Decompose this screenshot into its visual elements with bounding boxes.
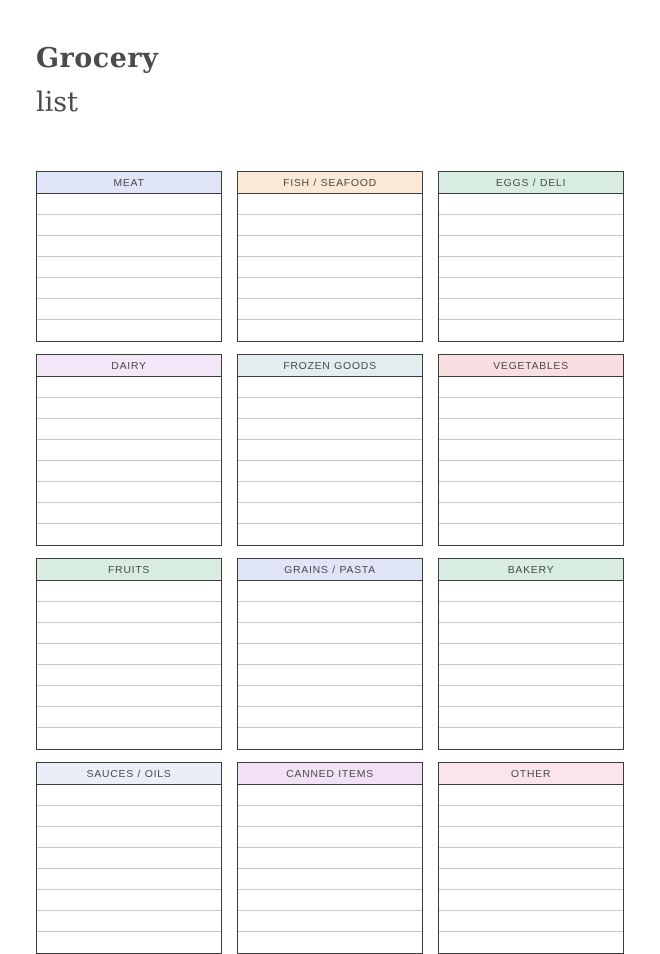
write-line[interactable] [238,665,422,686]
write-line[interactable] [439,398,623,419]
write-line[interactable] [439,419,623,440]
category-grid [36,171,624,954]
write-line[interactable] [238,194,422,215]
write-line[interactable] [439,236,623,257]
write-line[interactable] [439,806,623,827]
write-line[interactable] [439,482,623,503]
write-line[interactable] [37,581,221,602]
write-line[interactable] [37,419,221,440]
write-line[interactable] [37,461,221,482]
write-line[interactable] [37,524,221,545]
write-line[interactable] [439,932,623,953]
category-write-lines[interactable] [37,194,221,341]
write-line[interactable] [238,503,422,524]
write-line[interactable] [439,869,623,890]
write-line[interactable] [238,215,422,236]
category-header: DAIRY [37,355,221,377]
category-header: BAKERY [439,559,623,581]
category-header: FROZEN GOODS [238,355,422,377]
write-line[interactable] [238,299,422,320]
page-title-sub: list [36,86,78,118]
write-line[interactable] [37,215,221,236]
write-line[interactable] [37,665,221,686]
write-line[interactable] [37,377,221,398]
write-line[interactable] [439,707,623,728]
category-header: FISH / SEAFOOD [238,172,422,194]
category-header: VEGETABLES [439,355,623,377]
category-header: MEAT [37,172,221,194]
write-line[interactable] [439,581,623,602]
write-line[interactable] [238,785,422,806]
write-line[interactable] [37,806,221,827]
write-line[interactable] [238,461,422,482]
write-line[interactable] [439,215,623,236]
category-write-lines[interactable] [439,785,623,953]
write-line[interactable] [37,623,221,644]
page-title [36,44,158,117]
write-line[interactable] [37,194,221,215]
write-line[interactable] [37,503,221,524]
category-card [36,762,222,954]
write-line[interactable] [238,377,422,398]
write-line[interactable] [238,827,422,848]
write-line[interactable] [439,194,623,215]
category-card [36,558,222,750]
category-write-lines[interactable] [238,581,422,749]
category-card [237,171,423,342]
write-line[interactable] [238,890,422,911]
category-card [438,762,624,954]
category-header: EGGS / DELI [439,172,623,194]
category-card [237,762,423,954]
write-line[interactable] [37,602,221,623]
category-write-lines[interactable] [37,785,221,953]
write-line[interactable] [439,503,623,524]
write-line[interactable] [238,932,422,953]
write-line[interactable] [37,257,221,278]
write-line[interactable] [37,728,221,749]
write-line[interactable] [238,257,422,278]
write-line[interactable] [37,398,221,419]
write-line[interactable] [37,299,221,320]
write-line[interactable] [37,707,221,728]
write-line[interactable] [238,440,422,461]
category-card [237,558,423,750]
write-line[interactable] [238,644,422,665]
category-card [438,558,624,750]
write-line[interactable] [37,320,221,341]
category-write-lines[interactable] [439,377,623,545]
category-write-lines[interactable] [439,581,623,749]
write-line[interactable] [238,911,422,932]
write-line[interactable] [37,644,221,665]
write-line[interactable] [439,461,623,482]
category-card [237,354,423,546]
write-line[interactable] [439,890,623,911]
category-card [36,354,222,546]
write-line[interactable] [439,299,623,320]
write-line[interactable] [238,320,422,341]
category-header: CANNED ITEMS [238,763,422,785]
write-line[interactable] [37,785,221,806]
write-line[interactable] [238,623,422,644]
write-line[interactable] [439,848,623,869]
write-line[interactable] [439,257,623,278]
category-card [438,354,624,546]
write-line[interactable] [37,236,221,257]
category-header: FRUITS [37,559,221,581]
write-line[interactable] [238,419,422,440]
write-line[interactable] [238,806,422,827]
write-line[interactable] [238,728,422,749]
write-line[interactable] [439,827,623,848]
write-line[interactable] [37,482,221,503]
category-header: OTHER [439,763,623,785]
write-line[interactable] [238,869,422,890]
page-title-main: Grocery [36,43,159,74]
write-line[interactable] [238,236,422,257]
category-write-lines[interactable] [37,377,221,545]
write-line[interactable] [439,665,623,686]
category-card [438,171,624,342]
write-line[interactable] [37,890,221,911]
write-line[interactable] [238,482,422,503]
write-line[interactable] [439,278,623,299]
write-line[interactable] [238,602,422,623]
write-line[interactable] [238,848,422,869]
write-line[interactable] [439,320,623,341]
write-line[interactable] [238,581,422,602]
write-line[interactable] [238,278,422,299]
category-header: GRAINS / PASTA [238,559,422,581]
write-line[interactable] [37,869,221,890]
category-card [36,171,222,342]
category-write-lines[interactable] [238,377,422,545]
write-line[interactable] [439,728,623,749]
write-line[interactable] [37,827,221,848]
write-line[interactable] [439,686,623,707]
category-write-lines[interactable] [439,194,623,341]
write-line[interactable] [238,707,422,728]
category-write-lines[interactable] [37,581,221,749]
write-line[interactable] [439,602,623,623]
write-line[interactable] [37,686,221,707]
category-header: SAUCES / OILS [37,763,221,785]
write-line[interactable] [439,524,623,545]
write-line[interactable] [439,644,623,665]
write-line[interactable] [37,278,221,299]
write-line[interactable] [238,524,422,545]
write-line[interactable] [238,686,422,707]
write-line[interactable] [439,377,623,398]
write-line[interactable] [37,440,221,461]
write-line[interactable] [439,440,623,461]
write-line[interactable] [37,848,221,869]
write-line[interactable] [439,911,623,932]
write-line[interactable] [439,623,623,644]
write-line[interactable] [439,785,623,806]
category-write-lines[interactable] [238,785,422,953]
category-write-lines[interactable] [238,194,422,341]
write-line[interactable] [37,911,221,932]
write-line[interactable] [238,398,422,419]
write-line[interactable] [37,932,221,953]
